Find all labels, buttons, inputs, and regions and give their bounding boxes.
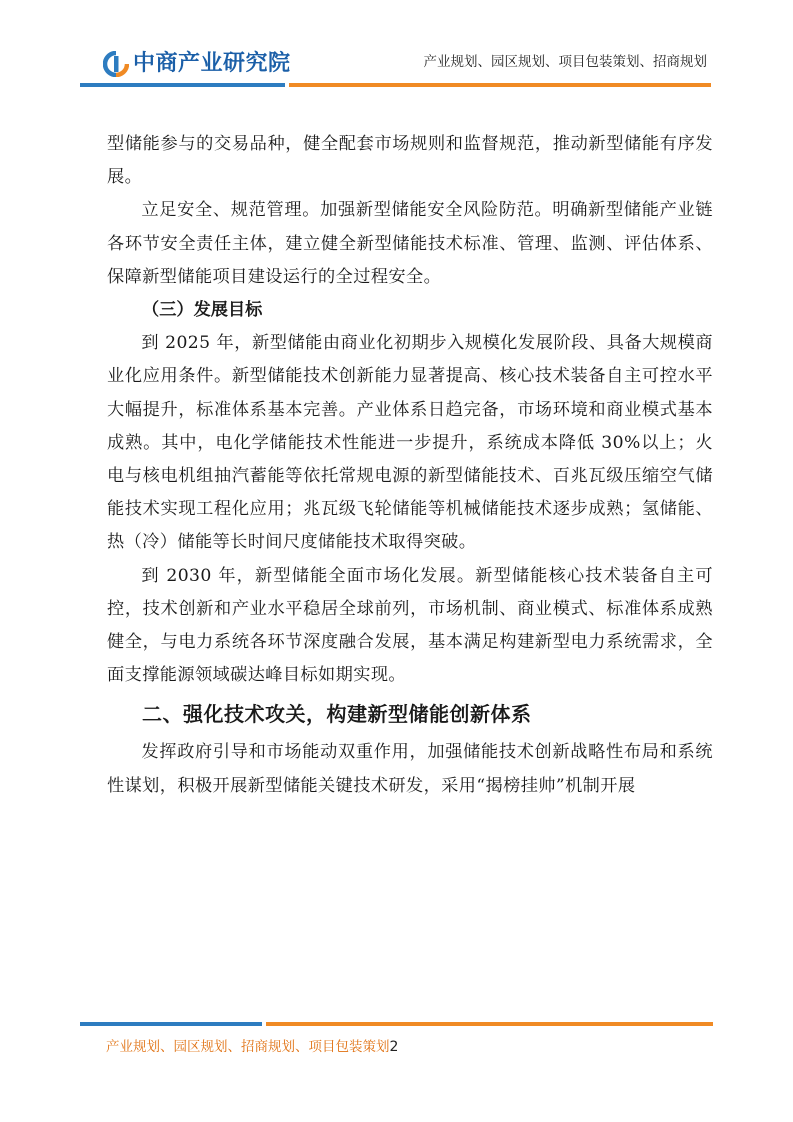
zhongshang-logo-icon	[103, 51, 129, 77]
paragraph-continued: 型储能参与的交易品种，健全配套市场规则和监督规范，推动新型储能有序发展。	[107, 134, 713, 188]
subsection-heading: （三）发展目标	[142, 300, 263, 321]
page-footer	[106, 1037, 398, 1057]
header-rule-orange	[289, 83, 711, 87]
page-header	[0, 0, 793, 90]
paragraph-innovation: 发挥政府引导和市场能动双重作用，加强储能技术创新战略性布局和系统性谋划，积极开展新型储能关键技术研发，采用“揭榜挂帅”机制开展	[107, 742, 713, 796]
footer-rule-orange	[266, 1022, 713, 1026]
paragraph-2030-goals: 到 2030 年，新型储能全面市场化发展。新型储能核心技术装备自主可控，技术创新和产业水平稳居全球前列，市场机制、商业模式、标准体系成熟健全，与电力系统各环节深度融合发展，基本满足构建新型电力系统需求，全面支撑能源领域碳达峰目标如期实现。	[107, 565, 713, 686]
page-number: 2	[389, 1039, 399, 1055]
footer-rule-blue	[80, 1022, 262, 1026]
document-body	[107, 128, 713, 803]
paragraph-2025-goals: 到 2025 年，新型储能由商业化初期步入规模化发展阶段、具备大规模商业化应用条件。新型储能技术创新能力显著提高、核心技术装备自主可控水平大幅提升，标准体系基本完善。产业体系日趋完备，市场环境和商业模式基本成熟。其中，电化学储能技术性能进一步提升，系统成本降低 30%以上；火电与核电机组抽汽蓄能等依托常规电源的新型储能技术、百兆瓦级压缩空气储能技术实现工程化应用；兆瓦级飞轮储能等机械储能技术逐步成熟；氢储能、热（冷）储能等长时间尺度储能技术取得突破。	[107, 333, 713, 553]
section-heading: 二、强化技术攻关，构建新型储能创新体系	[142, 702, 532, 727]
paragraph-safety: 立足安全、规范管理。加强新型储能安全风险防范。明确新型储能产业链各环节安全责任主体，建立健全新型储能技术标准、管理、监测、评估体系、保障新型储能项目建设运行的全过程安全。	[107, 200, 713, 287]
footer-tagline: 产业规划、园区规划、招商规划、项目包装策划	[106, 1039, 390, 1055]
header-tagline: 产业规划、园区规划、项目包装策划、招商规划	[423, 54, 707, 70]
logo-text: 中商产业研究院	[133, 51, 291, 76]
brand-logo[interactable]	[103, 50, 291, 78]
header-rule-blue	[80, 83, 285, 87]
